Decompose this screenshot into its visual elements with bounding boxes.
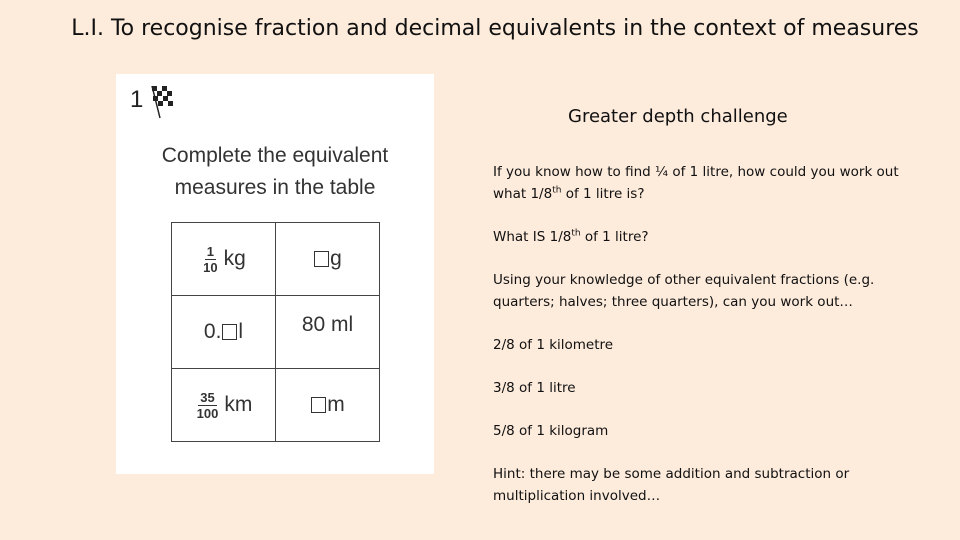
- decimal-prefix: 0.: [203, 320, 222, 343]
- unit-label: m: [327, 393, 345, 416]
- unit-label: kg: [223, 247, 246, 270]
- table-row: [172, 369, 380, 442]
- chequered-flag-icon: [146, 80, 176, 120]
- measure-value: 80 ml: [301, 313, 354, 336]
- list-item: 3/8 of 1 litre: [493, 380, 576, 396]
- table-cell: [276, 296, 380, 369]
- hint-text: Hint: there may be some addition and subtraction or multiplication involved…: [493, 466, 850, 504]
- instruction-line-2: measures in the table: [174, 176, 376, 199]
- blank-box[interactable]: [222, 324, 237, 340]
- question-1: If you know how to find ¼ of 1 litre, how could you work out what 1/8th of 1 litre is?: [493, 164, 899, 202]
- blank-box[interactable]: [314, 251, 329, 267]
- question-number: 1: [130, 86, 144, 113]
- unit-label: g: [330, 247, 342, 270]
- unit-label: km: [224, 393, 253, 416]
- blank-box[interactable]: [311, 397, 326, 413]
- unit-label: l: [238, 320, 244, 343]
- question-3: Using your knowledge of other equivalent fractions (e.g. quarters; halves; three quarters), can you work out…: [493, 272, 875, 310]
- list-item: 5/8 of 1 kilogram: [493, 423, 609, 439]
- instruction-line-1: Complete the equivalent: [161, 144, 389, 167]
- table-cell: [172, 296, 276, 369]
- challenge-heading: Greater depth challenge: [568, 106, 788, 127]
- worksheet-card: [116, 74, 434, 474]
- table-cell: [172, 223, 276, 296]
- table-row: [172, 296, 380, 369]
- table-row: [172, 223, 380, 296]
- question-2: What IS 1/8th of 1 litre?: [493, 228, 649, 245]
- fraction: $\frac{1}{10}$: [203, 243, 218, 275]
- fraction: $\frac{35}{100}$: [196, 389, 219, 421]
- table-cell: [276, 369, 380, 442]
- slide-title: L.I. To recognise fraction and decimal equivalents in the context of measures: [71, 16, 919, 41]
- worksheet-instructions: [116, 140, 434, 204]
- table-cell: [172, 369, 276, 442]
- list-item: 2/8 of 1 kilometre: [493, 337, 614, 353]
- table-cell: [276, 223, 380, 296]
- equivalents-table: [171, 222, 380, 442]
